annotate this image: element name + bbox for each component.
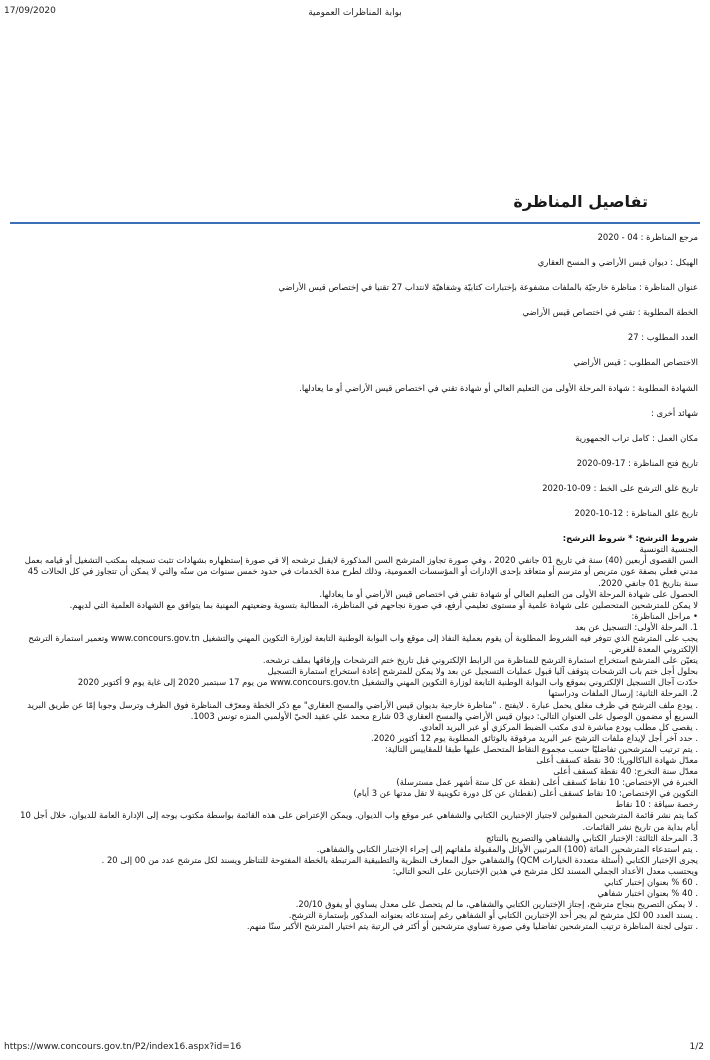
condition-line: . يسند العدد 00 لكل مترشح لم يجر أحد الإختبارين الكتابي أو الشفاهي رغم إستدعائه بعنوانه المذكور بإستمارة الترشح. (288, 910, 698, 921)
condition-line: يجب على المترشح الذي تتوفر فيه الشروط المطلوبة أن يقوم بعملية النفاذ إلى موقع واب البوابة الوطنية التابعة لوزارة التكوين المهني والتشغيل www.concours.gov.tn وتعمير استمارة الترشح الإلكتروني المعدة للغرض. (28, 632, 698, 655)
conditions-block (16, 533, 698, 932)
detail-field-label: الاختصاص المطلوب : (623, 357, 698, 368)
detail-field-value: مناظرة خارجيّة بالملفات مشفوعة بإختبارات كتابيّة وشفاهيّة لانتداب 27 تقنيا في إختصاص قيس الأراضي (278, 282, 637, 293)
condition-line: 2. المرحلة الثانية: إرسال الملفات ودراستها (548, 688, 698, 699)
detail-field-label: العدد المطلوب : (641, 332, 698, 343)
condition-line: . لا يمكن التصريح بنجاح مترشح، إجتاز الإختبارين الكتابي والشفاهي، ما لم يتحصل على معدل يساوي أو يفوق 20/10. (295, 899, 698, 910)
print-site-title: بوابة المناظرات العمومية (308, 8, 402, 18)
condition-line: يتعيّن على المترشح استخراج استمارة الترشح للمناظرة من الرابط الإلكتروني قبل تاريخ ختم الترشحات وإرفاقها بملف ترشحه. (262, 655, 698, 666)
print-header (0, 6, 710, 20)
conditions-heading: شروط الترشح: * شروط الترشح: (562, 533, 698, 544)
detail-field-value: كامل تراب الجمهورية (575, 432, 650, 443)
condition-line: بحلول أجل ختم باب الترشحات يتوقف آليا قبول عمليات التسجيل عن بعد ولا يمكن للمترشح إعادة استخراج استمارة التسجيل (267, 666, 698, 677)
condition-line: . 40 % بعنوان اختبار شفاهي (597, 888, 698, 899)
condition-line: كما يتم نشر قائمة المترشحين المقبولين لاجتياز الإختبارين الكتابي والشفاهي عبر موقع واب الديوان. ويمكن الإعتراض على هذه القائمة بواسطة مكتوب يوجه إلى الإدارة العامة للديوان، خلال أجل 10 أيام بداية من تاريخ نشر القائمات. (20, 810, 698, 832)
detail-field-label: الخطة المطلوبة : (637, 307, 698, 318)
condition-line: . تتولى لجنة المناظرة ترتيب المترشحين تفاضليا وفي صورة تساوي مترشحين أو أكثر في الرتبة يتم اختيار المترشح الأكبر سنّا منهم. (246, 921, 698, 932)
detail-field (16, 357, 698, 368)
detail-field-value: 12-10-2020 (574, 508, 624, 519)
condition-line: معدّل شهادة الباكالوريا: 30 نقطة كسقف أعلى (536, 755, 698, 765)
detail-field (16, 508, 698, 519)
detail-field-value: 17-09-2020 (576, 457, 626, 468)
detail-field-label: الشهادة المطلوبة : (632, 382, 698, 393)
detail-field-value: قيس الأراضي (573, 357, 621, 368)
print-footer (0, 1042, 710, 1056)
condition-line: . يودع ملف الترشح في ظرف مغلق يحمل عبارة . لايفتح . "مناظرة خارجية بديوان قيس الأراضي والمسح العقاري" مع ذكر الخطة ومعرّف المناظرة فوق الظرف وترسل وجوبا إمّا عن طريق البريد السريع أو مضمون الوصول على العنوان التالي: ديوان قيس الأراضي والمسح العقاري 03 شارع محمد علي عقيد الحيّ الأولمبي المنزه تونس 1003. (27, 699, 698, 721)
detail-field-value: 04 - 2020 (597, 232, 638, 242)
detail-field-value: 27 (627, 332, 639, 343)
condition-line: معدّل سنة التخرج: 40 نقطة كسقف أعلى (553, 766, 698, 777)
detail-field (16, 458, 698, 469)
detail-field (16, 257, 698, 268)
condition-line: . يتم ترتيب المترشحين تفاضليّا حسب مجموع النقاط المتحصل عليها طبقا للمقاييس التالية: (384, 743, 698, 754)
condition-line: 1. المرحلة الأولى: التسجيل عن بعد (575, 621, 698, 632)
condition-line: حدّدت آجال التسجيل الإلكتروني بموقع واب البوابة الوطنية التابعة لوزارة التكوين المهني والتشغيل www.concours.gov.tn من يوم 17 سبتمبر 2020 إلى غاية يوم 9 أكتوبر 2020 (77, 677, 698, 688)
detail-field-label: تاريخ فتح المناظرة : (628, 457, 698, 468)
detail-field-label: مرجع المناظرة : (640, 232, 698, 242)
detail-field-value: شهادة المرحلة الأولى من التعليم العالي أو شهادة تقني في اختصاص قيس الأراضي أو ما يعادلها. (299, 382, 630, 393)
details-fields (16, 232, 698, 519)
condition-line: • مراحل المناظرة: (631, 610, 698, 621)
detail-field (16, 383, 698, 394)
condition-line: ويحتسب معدل الأعداد الجملي المسند لكل مترشح في هذين الإختبارين على النحو التالي: (392, 865, 698, 876)
detail-field-value: 09-10-2020 (542, 482, 591, 493)
condition-line: الجنسية التونسية (639, 544, 698, 555)
detail-field-label: تاريخ غلق الترشح على الخط : (593, 482, 698, 493)
detail-field-label: تاريخ غلق المناظرة : (625, 508, 698, 519)
detail-field (16, 433, 698, 444)
conditions-lines (16, 544, 698, 932)
detail-field-label: الهيكل : (670, 257, 698, 268)
detail-field (16, 307, 698, 318)
condition-line: 3. المرحلة الثالثة: الإختبار الكتابي والشفاهي والتصريح بالنتائج (485, 832, 698, 843)
detail-field (16, 232, 698, 243)
print-url: https://www.concours.gov.tn/P2/index16.aspx?id=16 (4, 1042, 242, 1052)
condition-line: لا يمكن للمترشحين المتحصلين على شهادة علمية أو مستوى تعليمي أرفع، في صورة نجاحهم في المناظرة، المطالبة بتسوية وضعيتهم المهنية بما يتوافق مع الشهادة العلمية التي لديهم. (69, 599, 698, 610)
condition-line: . 60 % بعنوان إختبار كتابي (604, 877, 698, 888)
detail-field-label: عنوان المناظرة : (639, 282, 698, 293)
detail-field-value: ديوان قيس الأراضي و المسح العقاري (537, 257, 668, 268)
detail-field-label: مكان العمل : (651, 432, 698, 443)
details-content (16, 232, 698, 933)
condition-line: الحصول على شهادة المرحلة الأولى من التعليم العالي أو شهادة تقني في اختصاص قيس الأراضي أو ما يعادلها. (319, 588, 698, 599)
detail-field (16, 332, 698, 343)
condition-line: . حدد آخر أجل لإيداع ملفات الترشح عبر البريد مرفوقة بالوثائق المطلوبة يوم 12 أكتوبر 2020. (370, 732, 698, 743)
condition-line: التكوين في الإختصاص: 10 نقاط كسقف أعلى (نقطتان عن كل دورة تكوينية لا تقل مدتها عن 3 أيام) (353, 788, 698, 799)
detail-field (16, 282, 698, 293)
condition-line: الخبرة في الإختصاص: 10 نقاط كسقف أعلى (نقطة عن كل ستة أشهر عمل مسترسلة) (396, 777, 698, 788)
print-date: 17/09/2020 (4, 6, 56, 16)
detail-field (16, 408, 698, 419)
title-divider (10, 222, 700, 224)
condition-line: رخصة سياقة : 10 نقاط (615, 799, 698, 810)
condition-line: . يتم استدعاء المترشحين المائة (100) المرتبين الأوائل والمقبولة ملفاتهم إلى إجراء الإختبار الكتابي والشفاهي. (316, 843, 698, 854)
detail-field-label: شهائد أخرى : (651, 407, 698, 418)
condition-line: . يقصى كل مطلب يودع مباشرة لدى مكتب الضبط المركزي أو عبر البريد العادي. (419, 721, 698, 732)
print-page-number: 1/2 (689, 1042, 704, 1052)
page-title: تفاصيل المناظرة (513, 192, 648, 211)
condition-line: يجرى الإختبار الكتابي (أسئلة متعددة الخيارات QCM) والشفاهي حول المعارف النظرية والتطبيقية المرتبطة بالخطة المفتوحة للتناظر ويسند لكل مترشح عدد من 00 إلى 20 . (101, 854, 698, 865)
detail-field (16, 483, 698, 494)
condition-line: السن القصوى أربعين (40) سنة في تاريخ 01 جانفي 2020 ، وفي صورة تجاوز المترشح السن المذكورة لايقبل ترشحه إلا في صورة إستظهاره بشهادات تثبت تسجيله بمكتب التشغيل أو قيامه بعمل مدني فعلي بصفة عون متربص أو مترسم أو متعاقد بإحدى الإدارات أو المؤسسات العمومية، وذلك لطرح مدة الخدمات في حدود خمس سنوات من سنّه والتي لا يمكن أن تتجاوز في كل الحالات 45 سنة بتاريخ 01 جانفي 2020. (24, 555, 698, 588)
detail-field-value: تقني في اختصاص قيس الأراضي (522, 307, 636, 318)
